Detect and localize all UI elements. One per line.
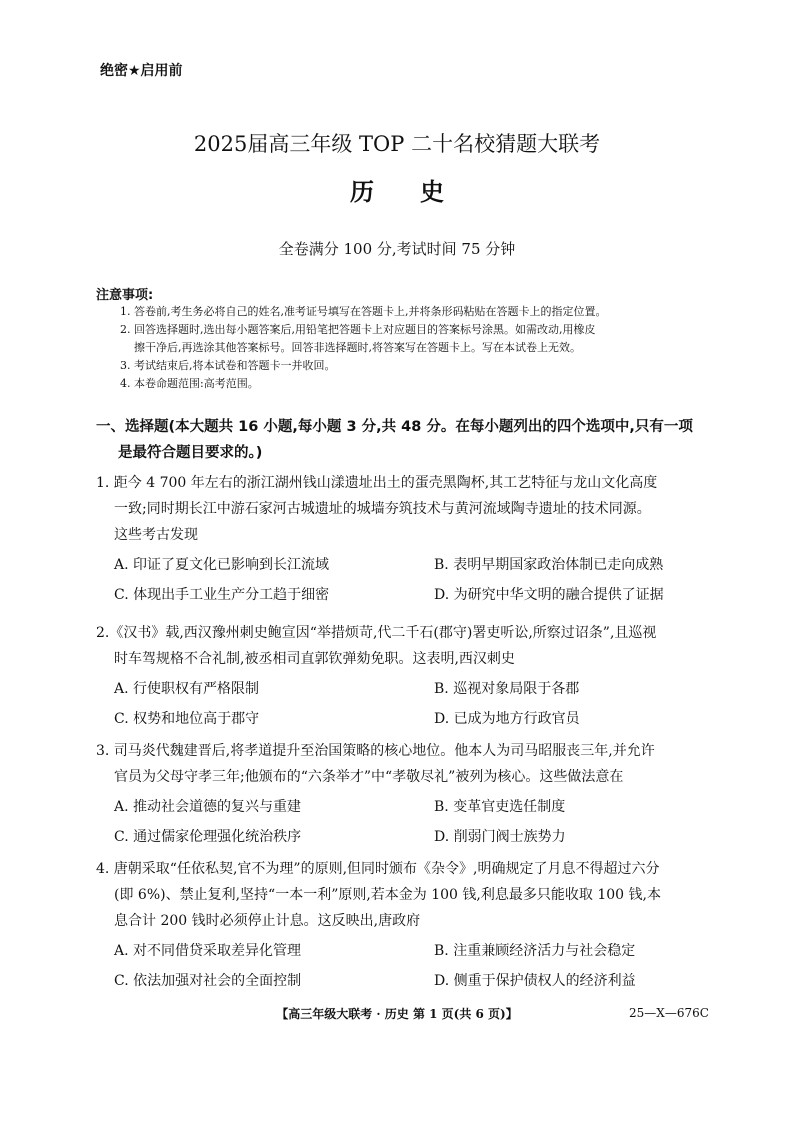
- question-2: [96, 620, 736, 734]
- option-a[interactable]: A. 行使职权有严格限制: [114, 681, 260, 697]
- question-options: [96, 676, 736, 734]
- notice-heading: 注意事项:: [96, 288, 154, 303]
- score-time-info: 全卷满分 100 分,考试时间 75 分钟: [278, 240, 516, 258]
- option-b[interactable]: B. 变革官吏选任制度: [434, 799, 566, 815]
- stem-line: (即 6%)、禁止复利,坚持“一本一利”原则,若本金为 100 钱,利息最多只能收取 100 钱,本: [114, 887, 661, 903]
- stem-line: 一致;同时期长江中游石家河古城遗址的城墙夯筑技术与黄河流域陶寺遗址的技术同源。: [114, 501, 651, 517]
- question-stem: [96, 738, 736, 790]
- confidential-label: 绝密★启用前: [100, 63, 183, 79]
- question-options: [96, 938, 736, 996]
- option-b[interactable]: B. 巡视对象局限于各郡: [434, 681, 580, 697]
- question-stem: [96, 856, 736, 934]
- option-d[interactable]: D. 侧重于保护债权人的经济利益: [434, 973, 636, 989]
- question-3: [96, 738, 736, 852]
- option-d[interactable]: D. 已成为地方行政官员: [434, 711, 580, 727]
- question-1: [96, 470, 736, 610]
- question-options: [96, 794, 736, 852]
- option-a[interactable]: A. 推动社会道德的复兴与重建: [114, 799, 302, 815]
- notice-item: 1. 答卷前,考生务必将自己的姓名,准考证号填写在答题卡上,并将条形码粘贴在答题卡上的指定位置。: [120, 305, 607, 318]
- option-a[interactable]: A. 印证了夏文化已影响到长江流域: [114, 557, 330, 573]
- option-c[interactable]: C. 体现出手工业生产分工趋于细密: [114, 587, 330, 603]
- section-heading: [96, 414, 736, 466]
- stem-line: 官员为父母守孝三年;他颁布的“六条举才”中“孝敬尽礼”被列为核心。这些做法意在: [114, 769, 624, 785]
- page-footer: 【高三年级大联考 · 历史 第 1 页(共 6 页)】: [276, 1007, 518, 1021]
- section-heading-line: 是最符合题目要求的。): [118, 445, 263, 461]
- stem-line: 1. 距今 4 700 年左右的浙江湖州钱山漾遗址出土的蛋壳黑陶杯,其工艺特征与龙山文化高度: [96, 475, 658, 491]
- stem-line: 2.《汉书》载,西汉豫州刺史鲍宣因“举措烦苛,代二千石(郡守)署吏听讼,所察过诏条”,且巡视: [96, 625, 657, 641]
- question-4: [96, 856, 736, 996]
- subject-title: 历史: [350, 177, 490, 206]
- option-d[interactable]: D. 为研究中华文明的融合提供了证据: [434, 587, 664, 603]
- option-d[interactable]: D. 削弱门阀士族势力: [434, 829, 566, 845]
- notice-item-continuation: 擦干净后,再选涂其他答案标号。回答非选择题时,将答案写在答题卡上。写在本试卷上无效。: [134, 341, 581, 354]
- notice-list: [120, 303, 720, 393]
- stem-line: 时车驾规格不合礼制,被丞相司直郭钦弹劾免职。这表明,西汉刺史: [114, 651, 515, 667]
- notice-item: 3. 考试结束后,将本试卷和答题卡一并收回。: [120, 359, 336, 372]
- notice-item: 4. 本卷命题范围:高考范围。: [120, 377, 259, 390]
- option-a[interactable]: A. 对不同借贷采取差异化管理: [114, 943, 302, 959]
- paper-code: 25—X—676C: [629, 1006, 709, 1020]
- exam-title: 2025届高三年级 TOP 二十名校猜题大联考: [193, 132, 601, 156]
- option-c[interactable]: C. 依法加强对社会的全面控制: [114, 973, 302, 989]
- stem-line: 这些考古发现: [114, 527, 198, 543]
- notice-item: 2. 回答选择题时,选出每小题答案后,用铅笔把答题卡上对应题目的答案标号涂黑。如需改动,用橡皮: [120, 323, 596, 336]
- stem-line: 4. 唐朝采取“任依私契,官不为理”的原则,但同时颁布《杂令》,明确规定了月息不得超过六分: [96, 861, 660, 877]
- stem-line: 息合计 200 钱时必须停止计息。这反映出,唐政府: [114, 913, 421, 929]
- question-options: [96, 552, 736, 610]
- question-stem: [96, 620, 736, 672]
- option-b[interactable]: B. 表明早期国家政治体制已走向成熟: [434, 557, 664, 573]
- option-c[interactable]: C. 通过儒家伦理强化统治秩序: [114, 829, 302, 845]
- option-c[interactable]: C. 权势和地位高于郡守: [114, 711, 260, 727]
- stem-line: 3. 司马炎代魏建晋后,将孝道提升至治国策略的核心地位。他本人为司马昭服丧三年,并允许: [96, 743, 655, 759]
- option-b[interactable]: B. 注重兼顾经济活力与社会稳定: [434, 943, 636, 959]
- question-stem: [96, 470, 736, 548]
- section-heading-line: 一、选择题(本大题共 16 小题,每小题 3 分,共 48 分。在每小题列出的四个选项中,只有一项: [96, 419, 693, 435]
